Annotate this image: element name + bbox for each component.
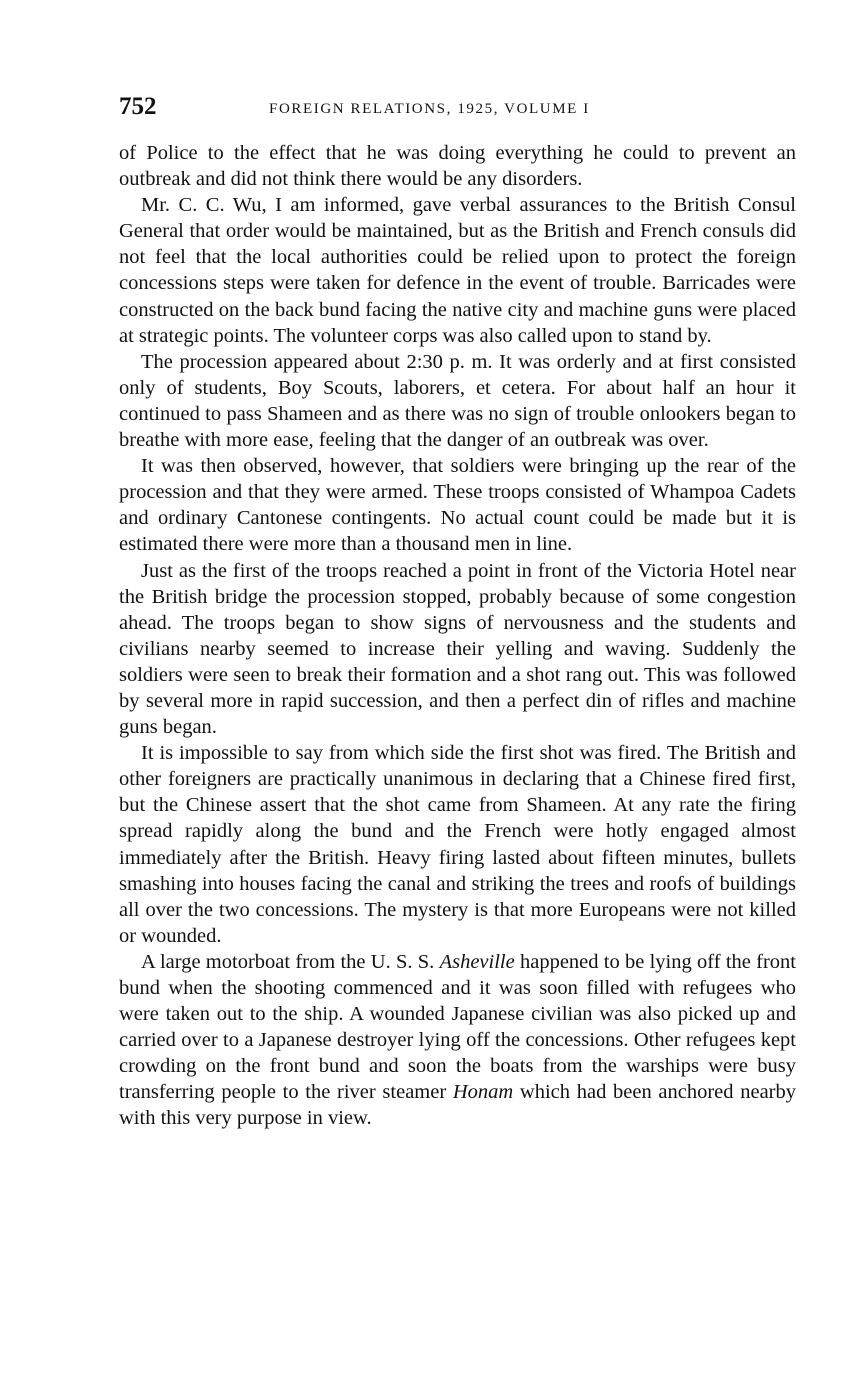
paragraph-3 <box>119 349 796 453</box>
paragraph-2 <box>119 192 796 349</box>
running-header <box>119 92 796 128</box>
paragraph-text: The procession appeared about 2:30 p. m. It was orderly and at first consisted only of students, Boy Scouts, laborers, et cetera. For about half an hour it continued to pass Shameen and as there was no sign of trouble onlookers began to breathe with more ease, feeling that the danger of an outbreak was over. <box>119 350 796 452</box>
paragraph-5 <box>119 558 796 741</box>
paragraph-text: of Police to the effect that he was doing everything he could to prevent an outbreak and did not think there would be any disorders. <box>119 142 796 191</box>
paragraph-4 <box>119 453 796 557</box>
document-page <box>119 92 796 1132</box>
paragraph-text: It is impossible to say from which side the first shot was fired. The British and other foreigners are practically unanimous in declaring that a Chinese fired first, but the Chinese assert that the shot came from Shameen. At any rate the firing spread rapidly along the bund and the French were hotly engaged almost immediately after the British. Heavy firing lasted about fifteen minutes, bullets smashing into houses facing the canal and striking the trees and roofs of buildings all over the two concessions. The mystery is that more Europeans were not killed or wounded. <box>119 742 796 947</box>
paragraph-6 <box>119 740 796 949</box>
paragraph-text: Just as the first of the troops reached a point in front of the Victoria Hotel near the British bridge the procession stopped, probably because of some congestion ahead. The troops began to show signs of nervousness and the students and civilians nearby seemed to increase their yelling and waving. Suddenly the soldiers were seen to break their formation and a shot rang out. This was followed by several more in rapid succession, and then a perfect din of rifles and machine guns began. <box>119 559 796 739</box>
paragraph-text: Mr. C. C. Wu, I am informed, gave verbal assurances to the British Consul General that order would be maintained, but as the British and French consuls did not feel that the local authorities could be relied upon to protect the foreign concessions steps were taken for defence in the event of trouble. Barricades were constructed on the back bund facing the native city and machine guns were placed at strategic points. The volunteer corps was also called upon to stand by. <box>119 194 796 347</box>
paragraph-text: which had been anchored nearby with this very purpose in view. <box>119 1081 797 1130</box>
paragraph-text: It was then observed, however, that soldiers were bringing up the rear of the procession and that they were armed. These troops consisted of Whampoa Cadets and ordinary Cantonese contingents. No actual count could be made but it is estimated there were more than a thousand men in line. <box>119 455 796 556</box>
paragraph-1 <box>119 140 796 192</box>
body-text <box>119 140 796 1132</box>
ship-name-asheville: Asheville <box>439 950 515 973</box>
ship-name-honam: Honam <box>452 1081 514 1104</box>
paragraph-7 <box>119 949 796 1132</box>
page-number: 752 <box>119 93 157 120</box>
running-title: FOREIGN RELATIONS, 1925, VOLUME I <box>269 101 590 117</box>
paragraph-text: A large motorboat from the U. S. S. <box>141 950 440 973</box>
paragraph-text: happened to be lying off the front bund when the shooting commenced and it was soon filled with refugees who were taken out to the ship. A wounded Japanese civilian was also picked up and carried over to a Japanese destroyer lying off the concessions. Other refugees kept crowding on the front bund and soon the boats from the warships were busy transferring people to the river steamer <box>119 950 796 1104</box>
